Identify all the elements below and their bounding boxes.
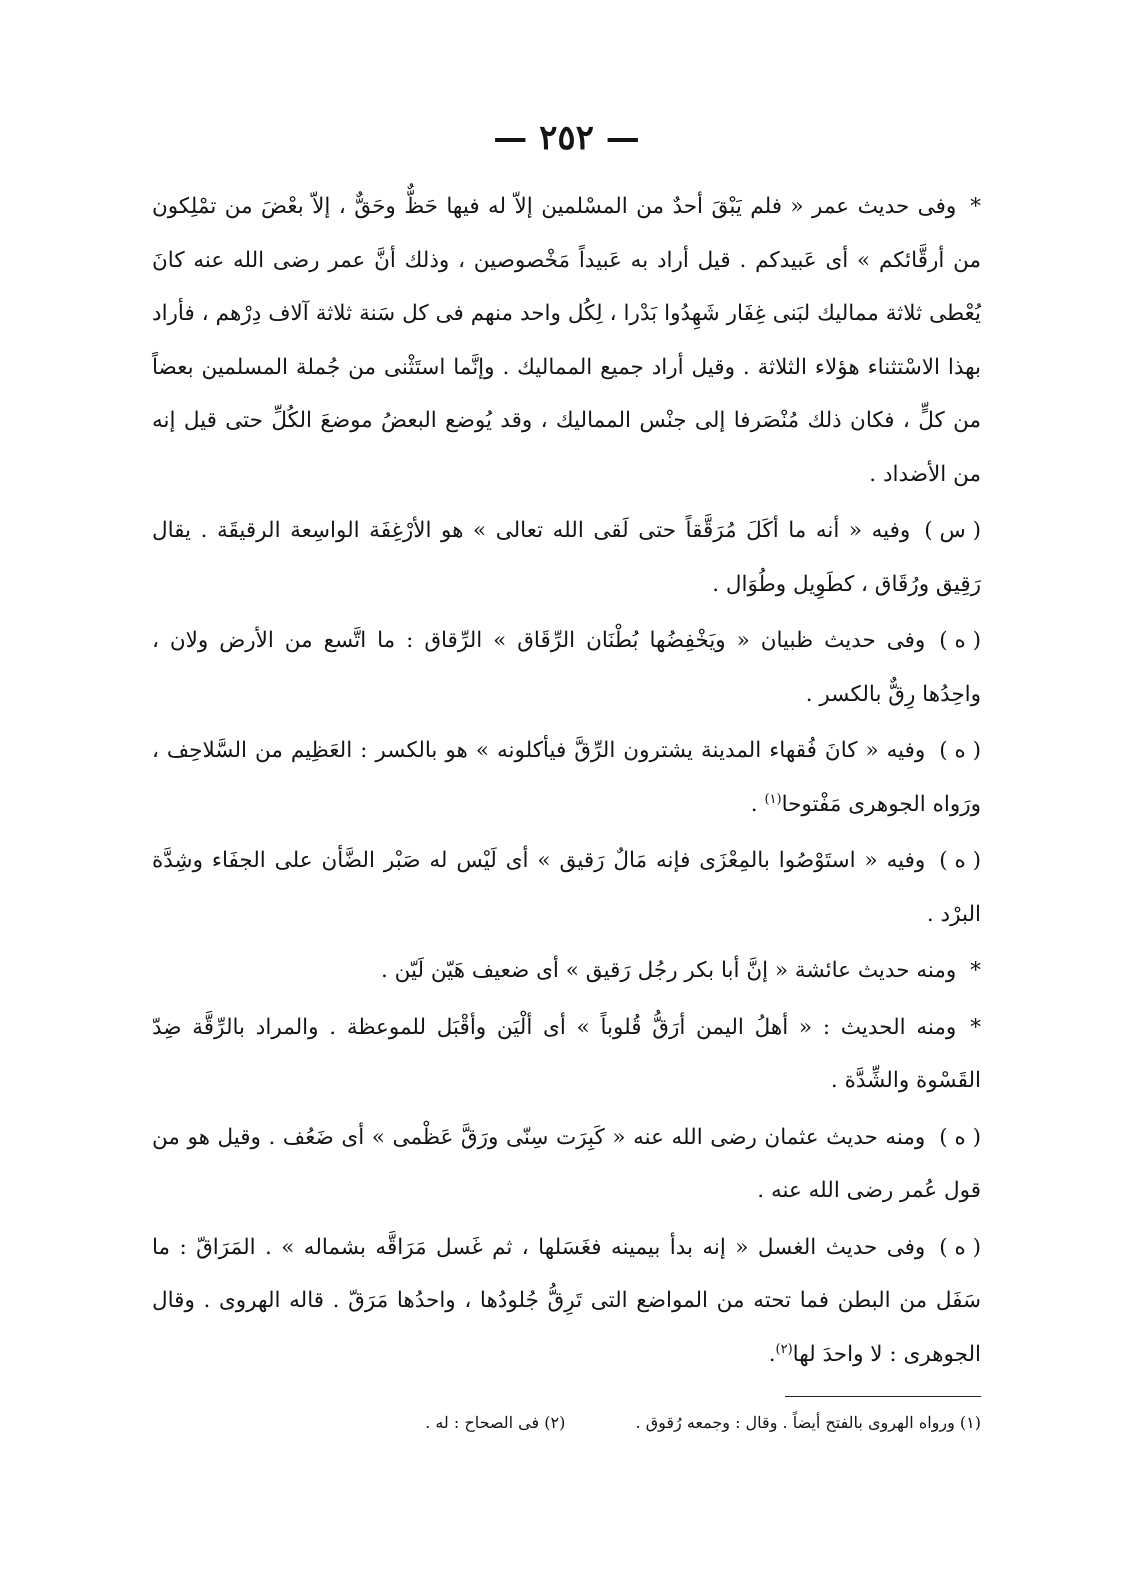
entry-tail: . xyxy=(750,791,765,817)
footnote-ref: (٢) xyxy=(775,1341,793,1357)
entry-text: وفيه « أنه ما أكَلَ مُرَقَّقاً حتى لَقى الله تعالى » هو الأرْغِفَة الواسِعة الرقيقَة . يقال رَقِيق ورُقَاق ، كطَوِيل وطُوَال . xyxy=(152,518,981,597)
entry-marker: ( ه ) xyxy=(939,738,981,763)
entry xyxy=(152,1111,981,1218)
entry xyxy=(152,180,981,501)
entry-marker: * xyxy=(970,958,981,983)
entry-marker: ( س ) xyxy=(924,518,981,543)
entry-marker: * xyxy=(970,1014,981,1040)
entry-text: وفى حديث عمر « فلم يَبْقَ أحدٌ من المسْلمين إلاّ له فيها حَظٌّ وحَقٌّ ، إلاّ بعْضَ من تمْلِكون من أرقَّائكم » أى عَبيدكم . قيل أراد به عَبيداً مَخْصوصين ، وذلك أنَّ عمر رضى الله عنه كانَ يُعْطى ثلاثة مماليك لبَنى غِفَار شَهِدُوا بَدْرا ، لِكُل واحد منهم فى كل سَنة ثلاثة آلاف دِرْهم ، فأراد بهذا الاسْتثناء هؤلاء الثلاثة . وقيل أراد جميع المماليك . وإنَّما استَثْنى من جُملة المسلمين بعضاً من كلٍّ ، فكان ذلك مُنْصَرفا إلى جنْس المماليك ، وقد يُوضع البعضُ موضعَ الكُلِّ حتى قيل إنه من الأضداد . xyxy=(152,194,981,487)
entry xyxy=(152,834,981,941)
footnote-2: (٢) فى الصحاح : له . xyxy=(425,1413,566,1432)
entry xyxy=(152,724,981,831)
body-text xyxy=(152,180,981,1381)
entry xyxy=(152,614,981,721)
entry-marker: ( ه ) xyxy=(939,848,981,873)
entry-tail: . xyxy=(768,1341,776,1367)
entry-marker: * xyxy=(970,194,981,219)
entry-text: وفيه « استَوْصُوا بالمِعْزَى فإنه مَالٌ رَقيق » أى لَيْس له صَبْر الضَّأن على الجفَاء وشِدَّة البرْد . xyxy=(152,848,981,927)
entry xyxy=(152,1001,981,1108)
footnote-1: (١) ورواه الهروى بالفتح أيضاً . وقال : وجمعه رُقوق . xyxy=(635,1413,981,1432)
entry-text: ومنه الحديث : « أهلُ اليمن أرَقُّ قُلوباً » أى ألْيَن وأقْبَل للموعظة . والمراد بالرِّقَّة ضِدّ القَسْوة والشِّدَّة . xyxy=(152,1014,981,1093)
footnote-ref: (١) xyxy=(764,791,782,807)
entry xyxy=(152,944,981,998)
footnote-divider xyxy=(785,1396,981,1397)
entry xyxy=(152,504,981,611)
entry-text: وفى حديث الغسل « إنه بدأ بيمينه فغَسَلها ، ثم غَسل مَرَاقَّه بشماله » . المَرَاقّ : ما سَفَل من البطن فما تحته من المواضع التى تَرِقُّ جُلودُها ، واحدُها مَرَقّ . قاله الهروى . وقال الجوهرى : لا واحدَ لها xyxy=(152,1234,981,1367)
entry-marker: ( ه ) xyxy=(939,628,981,653)
entry-marker: ( ه ) xyxy=(939,1234,981,1260)
entry-text: وفى حديث ظبيان « ويَخْفِضُها بُطْنَان الرِّقَاق » الرِّقاق : ما اتَّسع من الأرض ولان ، واحِدُها رِقٌّ بالكسر . xyxy=(152,628,981,707)
entry-text: وفيه « كانَ فُقهاء المدينة يشترون الرِّقَّ فيأكلونه » هو بالكسر : العَظِيم من السَّلاحِف ، ورَواه الجوهرى مَفْتوحا xyxy=(152,738,981,817)
entry xyxy=(152,1221,981,1382)
footnotes xyxy=(300,1412,981,1434)
entry-text: ومنه حديث عثمان رضى الله عنه « كَبِرَت سِنّى ورَقَّ عَظْمى » أى ضَعُف . وقيل هو من قول عُمر رضى الله عنه . xyxy=(152,1124,981,1203)
entry-marker: ( ه ) xyxy=(939,1124,981,1150)
entry-text: ومنه حديث عائشة « إنَّ أبا بكر رجُل رَقيق » أى ضعيف هَيّن لَيّن . xyxy=(380,958,957,983)
page-number: — ٢٥٢ — xyxy=(493,118,640,158)
